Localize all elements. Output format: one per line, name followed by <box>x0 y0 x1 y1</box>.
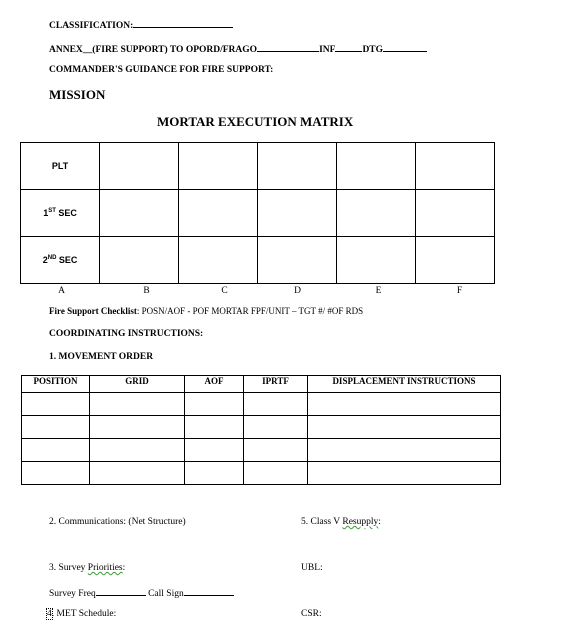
fire-support-checklist <box>49 306 363 316</box>
col-header-position: POSITION <box>22 376 90 393</box>
matrix-cell[interactable] <box>258 190 337 237</box>
movement-cell[interactable] <box>244 393 308 416</box>
matrix-row-header: 2ND SEC <box>21 237 100 284</box>
survey-freq-label: Survey Freq <box>49 589 96 599</box>
matrix-cell[interactable] <box>179 190 258 237</box>
checklist-label: Fire Support Checklist <box>49 306 137 316</box>
col-header-aof: AOF <box>185 376 244 393</box>
survey-priorities-item: 3. Survey Priorities: <box>49 563 126 573</box>
movement-row <box>22 416 501 439</box>
column-label-a: A <box>58 286 65 296</box>
movement-header-row <box>22 376 501 393</box>
dtg-blank[interactable] <box>383 42 427 52</box>
call-sign-label: Call Sign <box>148 589 184 599</box>
movement-cell[interactable] <box>90 462 185 485</box>
movement-order-table <box>21 375 501 485</box>
movement-cell[interactable] <box>185 439 244 462</box>
matrix-cell[interactable] <box>337 143 416 190</box>
movement-row <box>22 439 501 462</box>
inf-blank[interactable] <box>335 42 362 52</box>
communications-item: 2. Communications: (Net Structure) <box>49 517 186 527</box>
survey-freq-blank[interactable] <box>96 586 146 596</box>
coordinating-instructions-heading: COORDINATING INSTRUCTIONS: <box>49 329 204 339</box>
commanders-guidance: COMMANDER'S GUIDANCE FOR FIRE SUPPORT: <box>49 65 274 75</box>
matrix-cell[interactable] <box>100 143 179 190</box>
ubl-item: UBL: <box>301 563 323 573</box>
movement-cell[interactable] <box>90 439 185 462</box>
column-label-f: F <box>456 286 463 296</box>
matrix-row-1st-sec <box>21 190 495 237</box>
call-sign-blank[interactable] <box>184 586 234 596</box>
movement-cell[interactable] <box>90 416 185 439</box>
matrix-cell[interactable] <box>416 190 495 237</box>
movement-cell[interactable] <box>308 393 501 416</box>
survey-freq-line <box>49 586 234 599</box>
col-header-grid: GRID <box>90 376 185 393</box>
movement-cell[interactable] <box>244 439 308 462</box>
inf-label: INF <box>319 45 336 55</box>
classification-label: CLASSIFICATION: <box>49 21 134 31</box>
matrix-cell[interactable] <box>179 143 258 190</box>
movement-row <box>22 393 501 416</box>
annex-line <box>49 42 427 55</box>
column-label-e: E <box>375 286 382 296</box>
matrix-row-plt <box>21 143 495 190</box>
matrix-cell[interactable] <box>337 237 416 284</box>
matrix-title: MORTAR EXECUTION MATRIX <box>157 114 354 129</box>
movement-cell[interactable] <box>185 462 244 485</box>
movement-cell[interactable] <box>308 416 501 439</box>
matrix-cell[interactable] <box>258 143 337 190</box>
dtg-label: DTG <box>362 45 384 55</box>
matrix-cell[interactable] <box>416 143 495 190</box>
matrix-row-2nd-sec <box>21 237 495 284</box>
met-number: 4 <box>47 609 52 619</box>
movement-cell[interactable] <box>308 439 501 462</box>
met-schedule-item: 4. MET Schedule: <box>47 609 117 619</box>
movement-cell[interactable] <box>22 393 90 416</box>
csr-item: CSR: <box>301 609 322 619</box>
matrix-row-header: 1ST SEC <box>21 190 100 237</box>
matrix-cell[interactable] <box>179 237 258 284</box>
classification-blank[interactable] <box>133 18 233 28</box>
mission-heading: MISSION <box>49 87 106 102</box>
matrix-cell[interactable] <box>258 237 337 284</box>
matrix-cell[interactable] <box>416 237 495 284</box>
matrix-cell[interactable] <box>100 237 179 284</box>
column-label-b: B <box>143 286 150 296</box>
movement-cell[interactable] <box>22 416 90 439</box>
movement-cell[interactable] <box>185 393 244 416</box>
movement-cell[interactable] <box>308 462 501 485</box>
checklist-text: : POSN/AOF - POF MORTAR FPF/UNIT – TGT #/ #OF RDS <box>136 306 364 316</box>
classification-line <box>49 18 233 31</box>
movement-cell[interactable] <box>244 462 308 485</box>
matrix-row-header: PLT <box>21 143 100 190</box>
movement-cell[interactable] <box>185 416 244 439</box>
movement-row <box>22 462 501 485</box>
column-label-d: D <box>294 286 301 296</box>
matrix-cell[interactable] <box>100 190 179 237</box>
mortar-execution-matrix <box>20 142 495 284</box>
col-header-displacement: DISPLACEMENT INSTRUCTIONS <box>308 376 501 393</box>
movement-cell[interactable] <box>244 416 308 439</box>
movement-cell[interactable] <box>22 462 90 485</box>
movement-cell[interactable] <box>22 439 90 462</box>
column-label-c: C <box>221 286 228 296</box>
annex-blank[interactable] <box>257 42 319 52</box>
movement-order-heading: 1. MOVEMENT ORDER <box>49 352 154 362</box>
class-v-resupply-item: 5. Class V Resupply: <box>301 517 381 527</box>
matrix-cell[interactable] <box>337 190 416 237</box>
annex-label: ANNEX__(FIRE SUPPORT) TO OPORD/FRAGO <box>49 45 258 55</box>
movement-cell[interactable] <box>90 393 185 416</box>
col-header-iprtf: IPRTF <box>244 376 308 393</box>
